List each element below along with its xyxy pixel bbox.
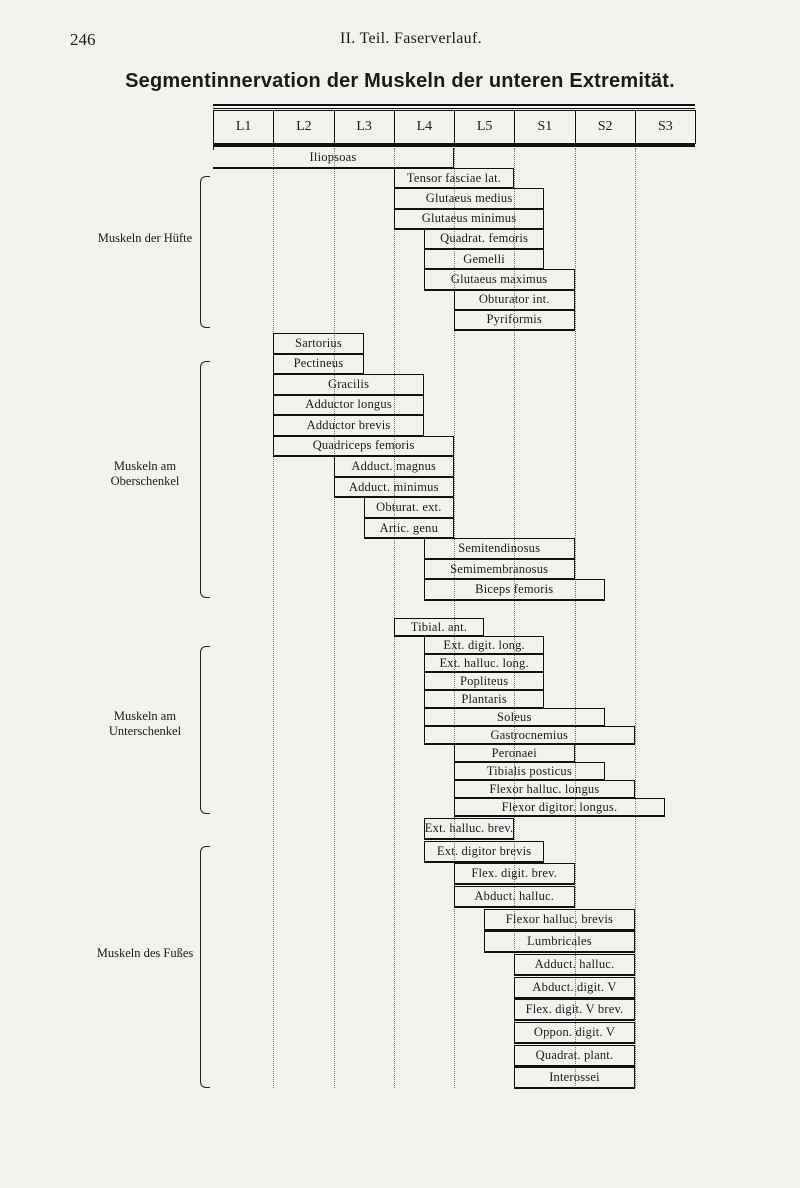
muscle-bar: Peronaei (454, 744, 575, 763)
muscle-bar: Adductor longus (273, 395, 424, 417)
muscle-bar: Flexor digitor. longus. (454, 798, 665, 817)
muscle-bar: Flexor halluc. brevis (484, 909, 635, 931)
muscle-bar: Obturat. ext. (364, 497, 454, 519)
muscle-bar: Glutaeus medius (394, 188, 545, 209)
table-top-rule-thin (213, 108, 695, 109)
segment-s3: S3 (635, 110, 696, 144)
group-brace (200, 646, 210, 814)
segment-l5: L5 (454, 110, 515, 144)
segment-s1: S1 (514, 110, 575, 144)
muscle-bar: Gastrocnemius (424, 726, 635, 745)
segment-l1: L1 (213, 110, 274, 144)
muscle-bar: Soleus (424, 708, 605, 727)
muscle-bar: Pyriformis (454, 310, 575, 331)
page-number: 246 (70, 30, 96, 49)
muscle-bar: Gemelli (424, 249, 545, 270)
muscle-bar: Lumbricales (484, 931, 635, 953)
muscle-bar: Flexor halluc. longus (454, 780, 635, 799)
muscle-bar: Quadrat. plant. (514, 1045, 635, 1067)
group-brace (200, 176, 210, 328)
muscle-bar: Obturator int. (454, 290, 575, 311)
muscle-bar: Adduct. halluc. (514, 954, 635, 976)
muscle-bar: Biceps femoris (424, 579, 605, 601)
muscle-bar: Flex. digit. brev. (454, 863, 575, 885)
segment-s2: S2 (575, 110, 636, 144)
muscle-bar: Glutaeus maximus (424, 269, 575, 290)
muscle-bar: Semitendinosus (424, 538, 575, 560)
page-title: Segmentinnervation der Muskeln der unteren Extremität. (125, 70, 675, 92)
table-top-rule (213, 104, 695, 106)
muscle-bar: Ext. halluc. brev. (424, 818, 514, 840)
group-label: Muskeln der Hüfte (97, 231, 193, 245)
muscle-bar: Abduct. digit. V (514, 977, 635, 999)
muscle-bar: Tibial. ant. (394, 618, 484, 637)
group-label: Muskeln des Fußes (96, 946, 194, 960)
muscle-bar: Adduct. magnus (334, 456, 455, 478)
group-label: Muskeln am Unterschenkel (108, 709, 182, 738)
segment-boundary-line (273, 148, 274, 1088)
group-label: Muskeln am Oberschenkel (110, 458, 180, 488)
muscle-bar: Tensor fasciae lat. (394, 168, 515, 189)
muscle-bar: Oppon. digit. V (514, 1022, 635, 1044)
segment-l3: L3 (334, 110, 395, 144)
segment-boundary-line (635, 148, 636, 1088)
muscle-bar: Semimembranosus (424, 559, 575, 581)
muscle-bar: Glutaeus minimus (394, 209, 545, 230)
muscle-bar: Ext. digit. long. (424, 636, 545, 655)
muscle-bar: Ext. digitor brevis (424, 841, 545, 863)
muscle-bar: Tibialis posticus (454, 762, 605, 781)
muscle-bar: Flex. digit. V brev. (514, 999, 635, 1021)
segment-header-rule (213, 144, 695, 147)
muscle-bar: Ext. halluc. long. (424, 654, 545, 673)
muscle-bar: Adduct. minimus (334, 477, 455, 499)
muscle-bar: Adductor brevis (273, 415, 424, 437)
muscle-bar: Interossei (514, 1067, 635, 1089)
muscle-bar: Abduct. halluc. (454, 886, 575, 908)
segment-l2: L2 (273, 110, 334, 144)
muscle-bar: Popliteus (424, 672, 545, 691)
segment-boundary-line (334, 148, 335, 1088)
muscle-bar: Plantaris (424, 690, 545, 709)
group-brace (200, 846, 210, 1088)
segment-l4: L4 (394, 110, 455, 144)
chart-left-border (213, 110, 214, 150)
muscle-bar: Pectineus (273, 354, 363, 376)
muscle-bar: Artic. genu (364, 518, 454, 540)
muscle-bar: Iliopsoas (213, 148, 454, 169)
muscle-bar: Sartorius (273, 333, 363, 355)
muscle-bar: Gracilis (273, 374, 424, 396)
running-head: II. Teil. Faserverlauf. (340, 30, 482, 47)
group-brace (200, 361, 210, 598)
muscle-bar: Quadrat. femoris (424, 229, 545, 250)
muscle-bar: Quadriceps femoris (273, 436, 454, 458)
